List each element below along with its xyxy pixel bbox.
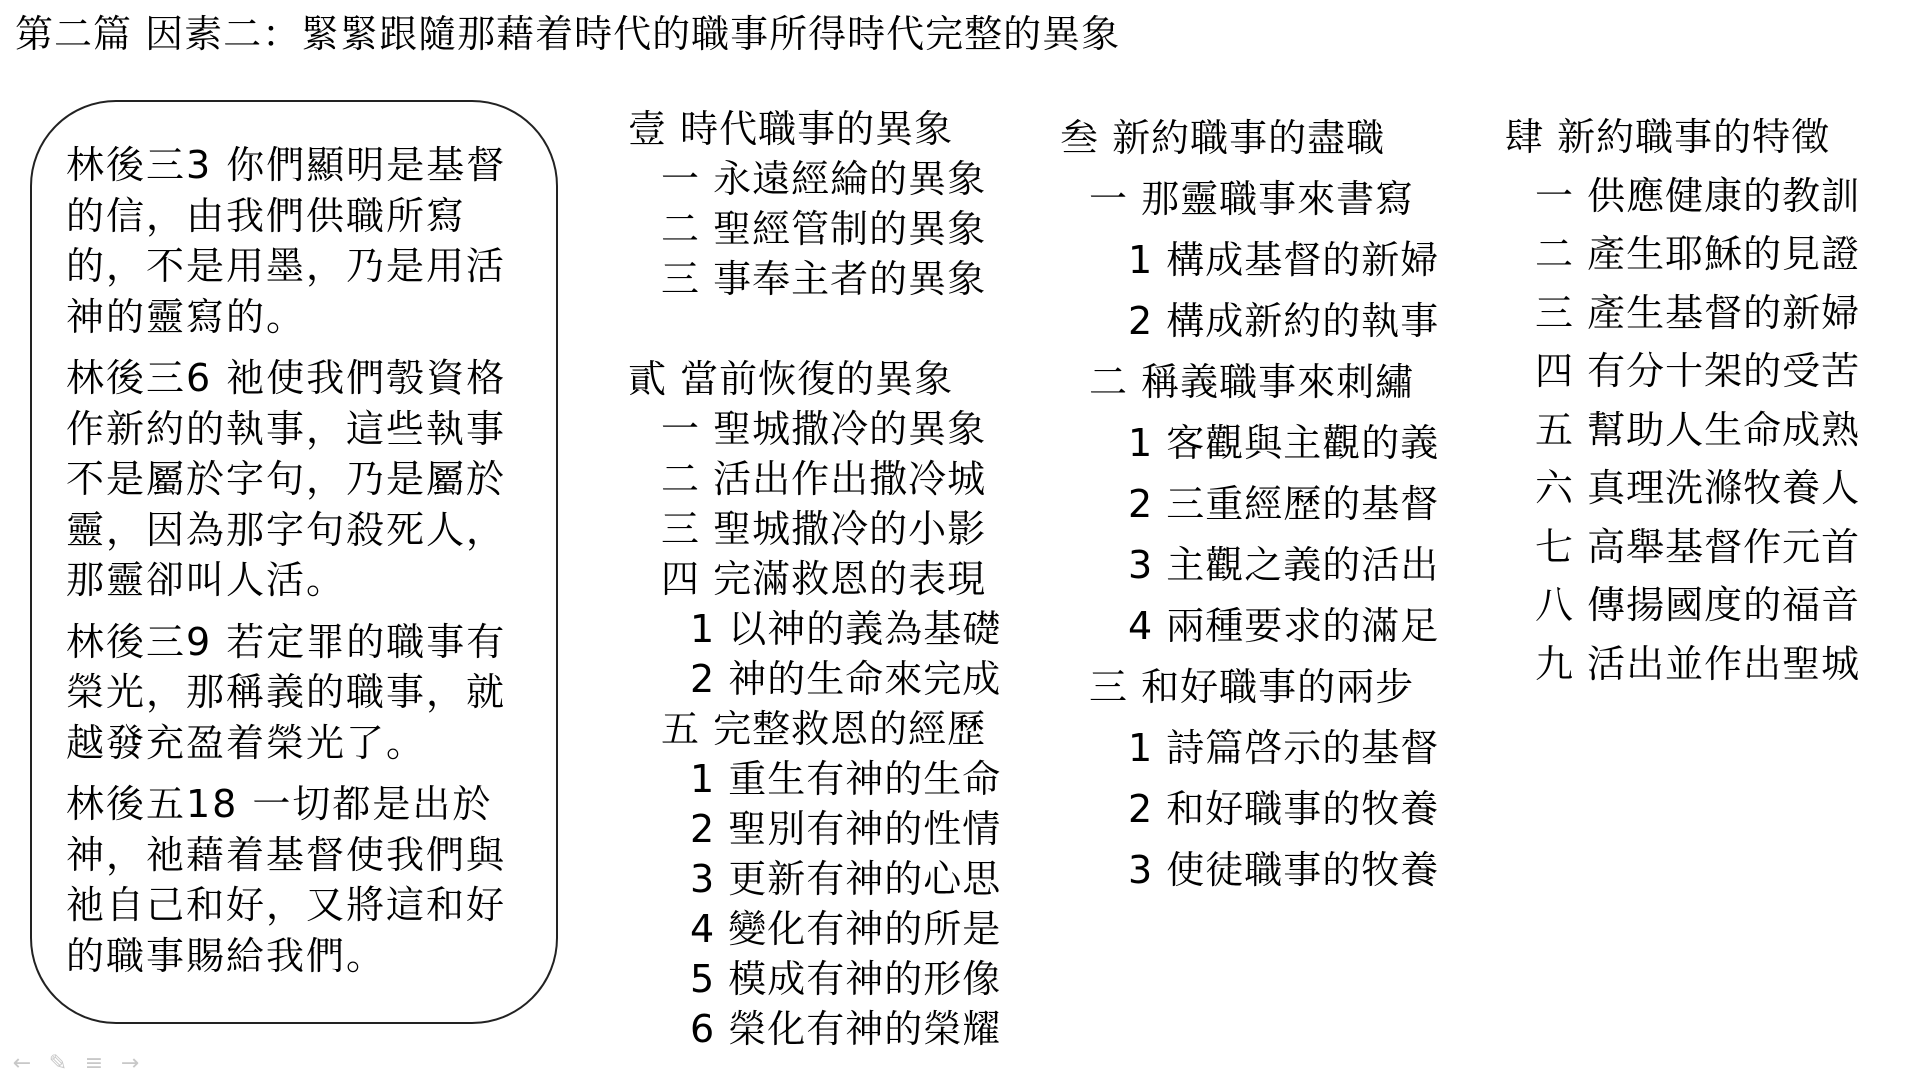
outline-subitem: 2 構成新約的執事 xyxy=(1128,299,1440,343)
section-heading-1: 壹 時代職事的異象 xyxy=(628,107,954,151)
outline-item: 七 高舉基督作元首 xyxy=(1535,524,1861,569)
outline-item: 一 聖城撒冷的異象 xyxy=(661,407,987,451)
outline-subitem: 3 使徒職事的牧養 xyxy=(1128,848,1440,892)
outline-subitem: 3 主觀之義的活出 xyxy=(1128,543,1440,587)
outline-subitem: 1 重生有神的生命 xyxy=(690,757,1002,801)
outline-subitem: 5 模成有神的形像 xyxy=(690,957,1002,1001)
outline-item: 二 產生耶穌的見證 xyxy=(1535,232,1861,276)
outline-item: 八 傳揚國度的福音 xyxy=(1535,583,1861,627)
outline-column-1 xyxy=(628,104,1001,1054)
slideshow-nav xyxy=(10,1052,142,1076)
slide-title: 第二篇 因素二：緊緊跟隨那藉着時代的職事所得時代完整的異象 xyxy=(15,12,1121,56)
outline-item: 三 產生基督的新婦 xyxy=(1535,290,1861,335)
spacer xyxy=(628,304,1001,354)
outline-item: 三 事奉主者的異象 xyxy=(661,257,987,301)
verse-2cor-3-3: 林後三3 你們顯明是基督的信，由我們供職所寫的，不是用墨，乃是用活神的靈寫的。 xyxy=(66,143,507,339)
outline-item: 一 那靈職事來書寫 xyxy=(1089,177,1415,221)
scripture-box xyxy=(30,100,558,1024)
outline-item: 三 聖城撒冷的小影 xyxy=(661,507,987,551)
next-slide-icon[interactable]: → xyxy=(120,1051,140,1076)
outline-subitem: 2 和好職事的牧養 xyxy=(1128,787,1440,831)
section-heading-3: 叁 新約職事的盡職 xyxy=(1060,116,1386,160)
outline-item: 二 聖經管制的異象 xyxy=(661,207,987,251)
verse-2cor-5-18: 林後五18 一切都是出於神，祂藉着基督使我們與祂自己和好，又將這和好的職事賜給我們。 xyxy=(66,782,507,978)
outline-item: 二 稱義職事來刺繡 xyxy=(1089,360,1415,404)
outline-item: 九 活出並作出聖城 xyxy=(1535,641,1861,686)
outline-item: 一 永遠經綸的異象 xyxy=(661,157,987,201)
menu-icon[interactable]: ≡ xyxy=(84,1051,104,1076)
outline-subitem: 1 以神的義為基礎 xyxy=(690,607,1002,651)
section-heading-4: 肆 新約職事的特徵 xyxy=(1505,115,1831,159)
outline-subitem: 2 三重經歷的基督 xyxy=(1128,482,1440,526)
outline-subitem: 3 更新有神的心思 xyxy=(690,857,1002,901)
outline-column-3 xyxy=(1505,108,1860,693)
outline-item: 四 完滿救恩的表現 xyxy=(661,557,987,601)
outline-item: 四 有分十架的受苦 xyxy=(1535,349,1861,393)
outline-subitem: 1 詩篇啓示的基督 xyxy=(1128,726,1440,770)
outline-subitem: 2 聖別有神的性情 xyxy=(690,807,1002,851)
section-heading-2: 貳 當前恢復的異象 xyxy=(628,357,954,401)
outline-item: 五 完整救恩的經歷 xyxy=(661,707,987,751)
outline-item: 一 供應健康的教訓 xyxy=(1535,173,1861,218)
outline-item: 三 和好職事的兩步 xyxy=(1089,665,1415,709)
verse-2cor-3-6: 林後三6 祂使我們彀資格作新約的執事，這些執事不是屬於字句，乃是屬於靈，因為那字句殺死人，那靈卻叫人活。 xyxy=(66,356,507,602)
outline-subitem: 1 客觀與主觀的義 xyxy=(1128,421,1440,465)
outline-subitem: 1 構成基督的新婦 xyxy=(1128,238,1440,282)
previous-slide-icon[interactable]: ← xyxy=(12,1051,32,1076)
outline-column-2 xyxy=(1060,108,1439,901)
pen-icon[interactable]: ✎ xyxy=(48,1051,68,1076)
outline-subitem: 4 變化有神的所是 xyxy=(690,907,1002,951)
outline-item: 二 活出作出撒冷城 xyxy=(661,457,987,501)
verse-2cor-3-9: 林後三9 若定罪的職事有榮光，那稱義的職事，就越發充盈着榮光了。 xyxy=(66,619,507,765)
outline-subitem: 4 兩種要求的滿足 xyxy=(1128,604,1440,648)
outline-subitem: 6 榮化有神的榮耀 xyxy=(690,1007,1002,1051)
outline-item: 五 幫助人生命成熟 xyxy=(1535,407,1861,452)
outline-item: 六 真理洗滌牧養人 xyxy=(1535,466,1861,510)
outline-subitem: 2 神的生命來完成 xyxy=(690,657,1002,701)
